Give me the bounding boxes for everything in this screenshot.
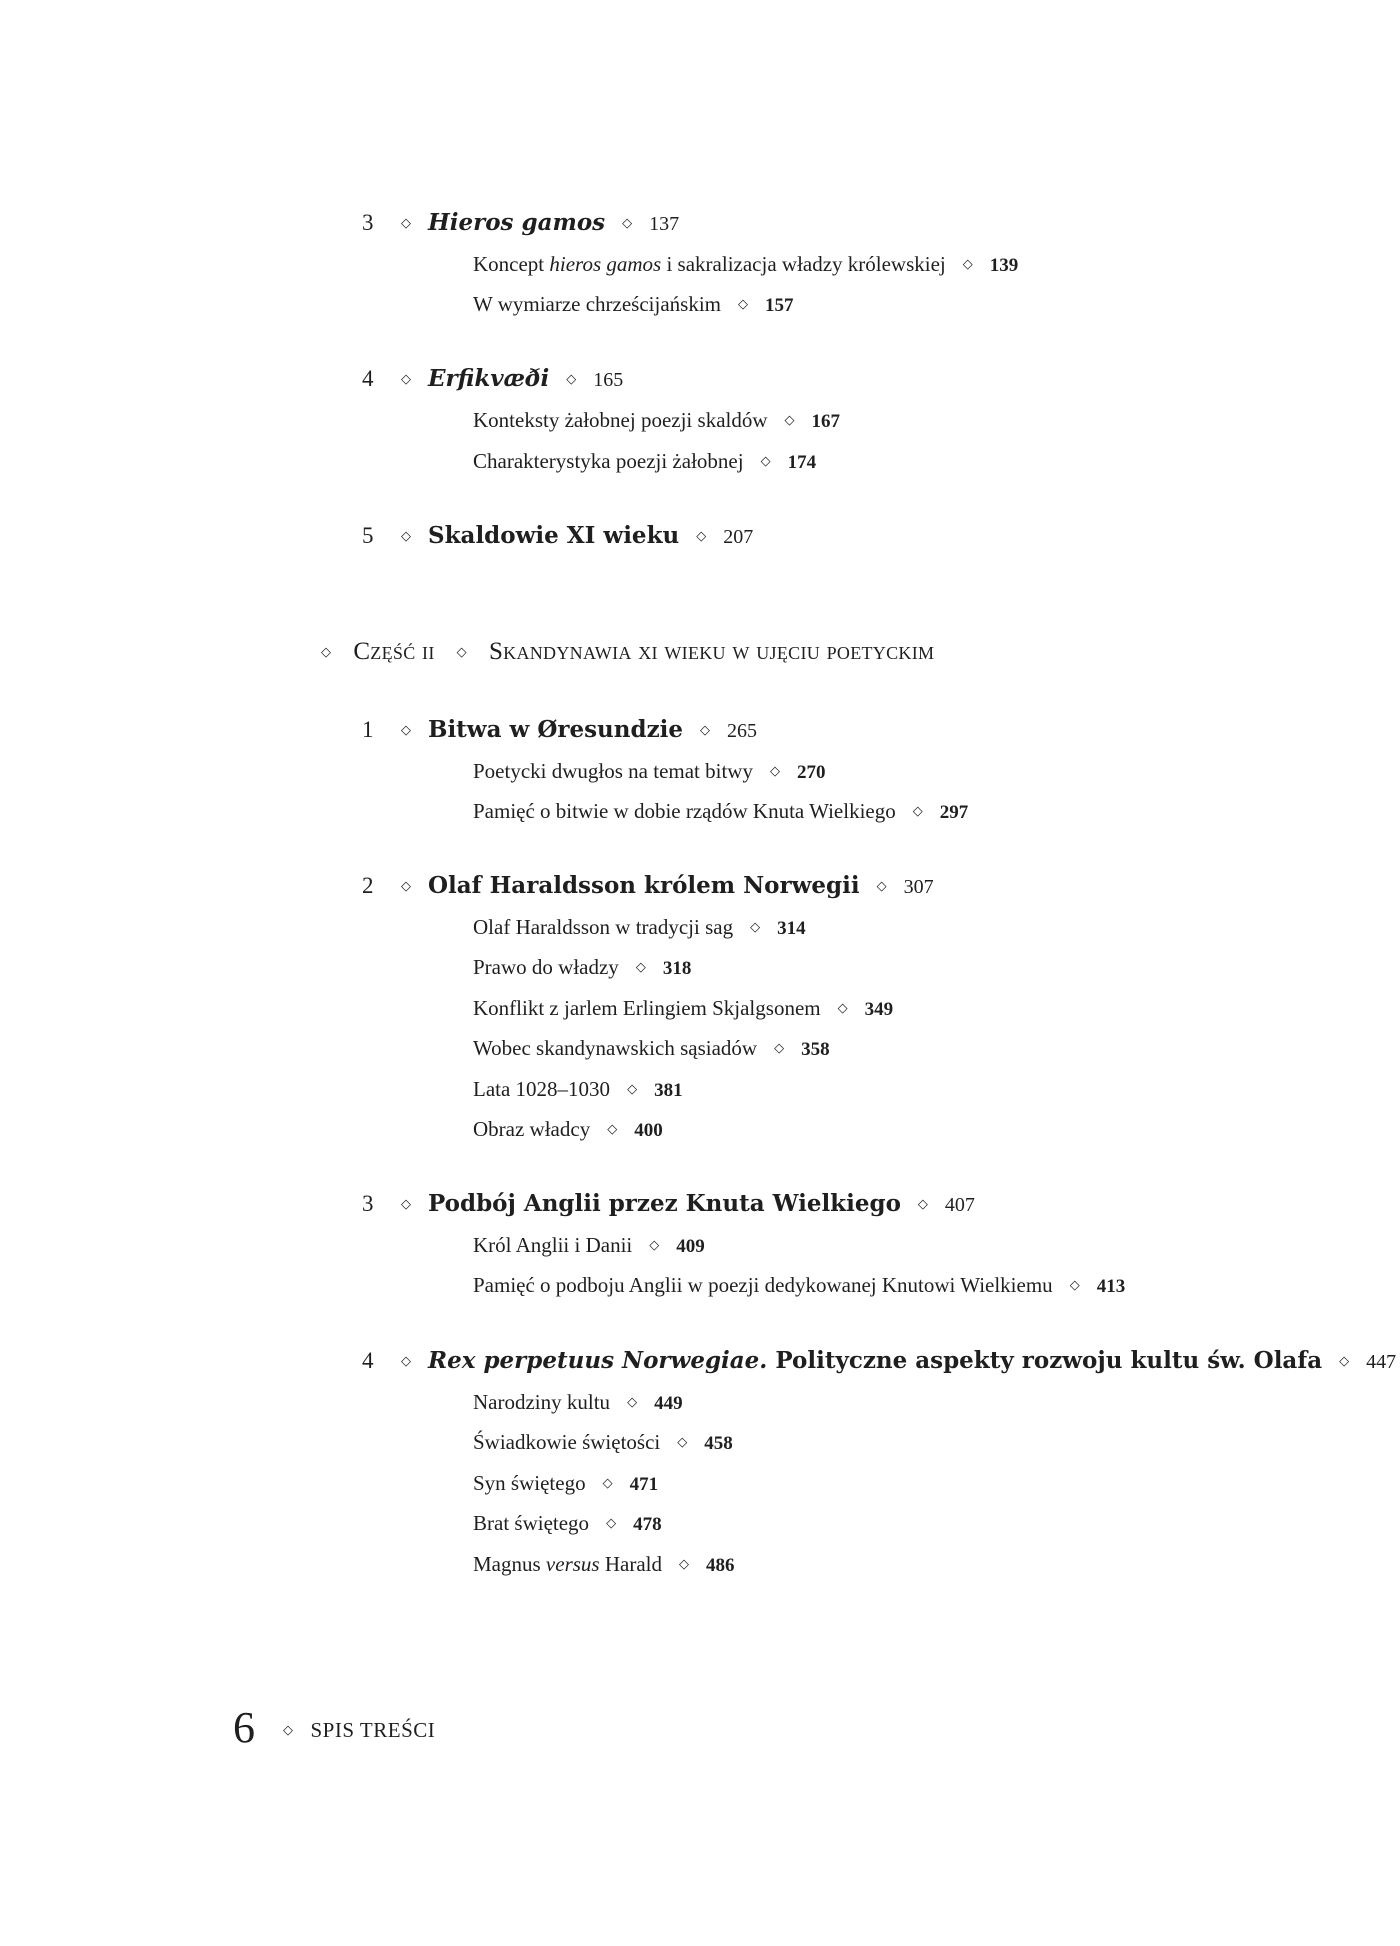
chapter-title: Skaldowie XI wieku [428,522,680,549]
page-number: 358 [801,1039,830,1060]
section-title: Olaf Haraldsson w tradycji sag [473,915,734,939]
toc-section-entry [473,1468,658,1502]
section-title: Narodziny kultu [473,1390,611,1414]
section-title: Koncept [473,252,550,276]
toc-section-entry [473,1427,733,1461]
separator-diamond-icon: ◇ [401,216,411,231]
section-title: W wymiarze chrześcijańskim [473,292,722,316]
separator-diamond-icon: ◇ [1339,1354,1350,1369]
page-number: 265 [727,720,758,742]
page-number: 165 [593,369,624,391]
toc-section-entry [473,993,893,1027]
separator-diamond-icon: ◇ [401,1197,411,1212]
page-number: 318 [662,958,692,979]
separator-diamond-icon: ◇ [635,960,646,975]
chapter-title: Hieros gamos [428,209,606,236]
page-number: 349 [864,999,894,1020]
toc-chapter-entry [384,1189,975,1223]
page-number: 314 [777,918,806,939]
toc-section-entry [473,289,794,323]
toc-chapter-entry [384,871,934,905]
page-number: 207 [723,526,754,548]
section-title: Obraz władcy [473,1117,591,1141]
toc-section-entry [473,796,968,830]
section-title: Poetycki dwugłos na temat bitwy [473,759,753,783]
separator-diamond-icon: ◇ [774,1041,785,1056]
separator-diamond-icon: ◇ [760,454,771,469]
page-number: 137 [649,213,680,235]
toc-section-entry [473,1387,683,1421]
separator-diamond-icon: ◇ [283,1723,294,1738]
toc-section-entry [473,446,816,480]
page-number: 478 [633,1514,662,1535]
toc-section-entry [473,1114,663,1148]
page-number: 458 [704,1433,733,1454]
chapter-number: 4 [362,366,374,391]
toc-chapter-entry [384,208,679,242]
page-number: 270 [796,762,826,783]
section-title: Magnus [473,1552,546,1576]
page-number: 449 [654,1393,683,1414]
separator-diamond-icon: ◇ [456,645,467,660]
separator-diamond-icon: ◇ [678,1557,689,1572]
separator-diamond-icon: ◇ [837,1001,848,1016]
separator-diamond-icon: ◇ [607,1122,618,1137]
toc-chapter-entry [384,521,753,555]
toc-section-entry [473,1033,830,1067]
toc-section-entry [473,1270,1125,1304]
separator-diamond-icon: ◇ [677,1435,688,1450]
section-title: Konteksty żałobnej poezji skaldów [473,408,768,432]
chapter-number: 1 [362,717,374,742]
separator-diamond-icon: ◇ [401,372,411,387]
toc-section-entry [473,1230,705,1264]
toc-section-entry [473,1508,662,1542]
separator-diamond-icon: ◇ [649,1238,660,1253]
separator-diamond-icon: ◇ [917,1197,928,1212]
section-title: Pamięć o bitwie w dobie rządów Knuta Wielkiego [473,799,896,823]
chapter-number: 4 [362,1348,374,1373]
section-title: Król Anglii i Danii [473,1233,633,1257]
chapter-title: Olaf Haraldsson królem Norwegii [428,872,860,899]
separator-diamond-icon: ◇ [606,1516,617,1531]
page-number: 407 [944,1194,975,1216]
page-number: 139 [989,255,1019,276]
section-title-italic: versus [545,1552,600,1576]
section-title: Charakterystyka poezji żałobnej [473,449,744,473]
separator-diamond-icon: ◇ [401,723,411,738]
separator-diamond-icon: ◇ [321,645,332,660]
separator-diamond-icon: ◇ [566,372,577,387]
chapter-title: Podbój Anglii przez Knuta Wielkiego [428,1190,901,1217]
separator-diamond-icon: ◇ [912,804,923,819]
page-number: 157 [765,295,794,316]
separator-diamond-icon: ◇ [962,257,973,272]
separator-diamond-icon: ◇ [700,723,711,738]
separator-diamond-icon: ◇ [602,1476,613,1491]
chapter-title: Erfikvæði [428,365,550,392]
toc-chapter-entry [384,715,757,749]
section-title: Syn świętego [473,1471,586,1495]
running-title-text: SPIS TREŚCI [310,1718,436,1742]
separator-diamond-icon: ◇ [401,1354,411,1369]
page-number: 400 [634,1120,663,1141]
chapter-number: 2 [362,873,374,898]
separator-diamond-icon: ◇ [784,413,795,428]
section-title: Brat świętego [473,1511,590,1535]
section-title: Konflikt z jarlem Erlingiem Skjalgsonem [473,996,821,1020]
section-title: Harald [599,1552,662,1576]
section-title-italic: hieros gamos [549,252,662,276]
separator-diamond-icon: ◇ [627,1395,638,1410]
page-number: 297 [939,802,969,823]
part-heading [305,636,934,672]
section-title: Lata 1028–1030 [473,1077,611,1101]
section-title: Świadkowie świętości [473,1430,661,1454]
page-number: 174 [787,452,817,473]
part-title: Skandynawia xi wieku w ujęciu poetyckim [488,638,935,665]
toc-chapter-entry [384,1346,1396,1380]
toc-section-entry [473,249,1018,283]
toc-section-entry [473,952,691,986]
toc-section-entry [473,912,806,946]
page-number: 381 [654,1080,683,1101]
separator-diamond-icon: ◇ [738,297,749,312]
chapter-number: 5 [362,523,374,548]
section-title: Prawo do władzy [473,955,619,979]
footer-page-number: 6 [233,1703,255,1752]
footer-running-title [266,1715,435,1749]
chapter-number: 3 [362,1191,374,1216]
toc-section-entry [473,405,840,439]
page-number: 486 [705,1555,735,1576]
separator-diamond-icon: ◇ [769,764,780,779]
part-label: Część ii [353,638,435,665]
section-title: Pamięć o podboju Anglii w poezji dedykowanej Knutowi Wielkiemu [473,1273,1053,1297]
page-number: 307 [903,876,934,898]
toc-section-entry [473,1549,734,1583]
chapter-title: Bitwa w Øresundzie [428,716,684,743]
separator-diamond-icon: ◇ [627,1082,638,1097]
chapter-number: 3 [362,210,374,235]
page-number: 471 [629,1474,659,1495]
chapter-title: Polityczne aspekty rozwoju kultu św. Olafa [767,1347,1323,1374]
separator-diamond-icon: ◇ [401,529,411,544]
chapter-title-italic: Rex perpetuus Norwegiae. [428,1347,768,1374]
page-number: 447 [1366,1351,1397,1373]
toc-chapter-entry [384,364,623,398]
page-number: 413 [1096,1276,1126,1297]
section-title: Wobec skandynawskich sąsiadów [473,1036,758,1060]
separator-diamond-icon: ◇ [750,920,761,935]
toc-section-entry [473,1074,683,1108]
separator-diamond-icon: ◇ [696,529,707,544]
separator-diamond-icon: ◇ [1069,1278,1080,1293]
page-number: 409 [676,1236,705,1257]
separator-diamond-icon: ◇ [876,879,887,894]
page-number: 167 [811,411,841,432]
separator-diamond-icon: ◇ [401,879,411,894]
section-title: i sakralizacja władzy królewskiej [661,252,946,276]
separator-diamond-icon: ◇ [622,216,633,231]
toc-section-entry [473,756,825,790]
